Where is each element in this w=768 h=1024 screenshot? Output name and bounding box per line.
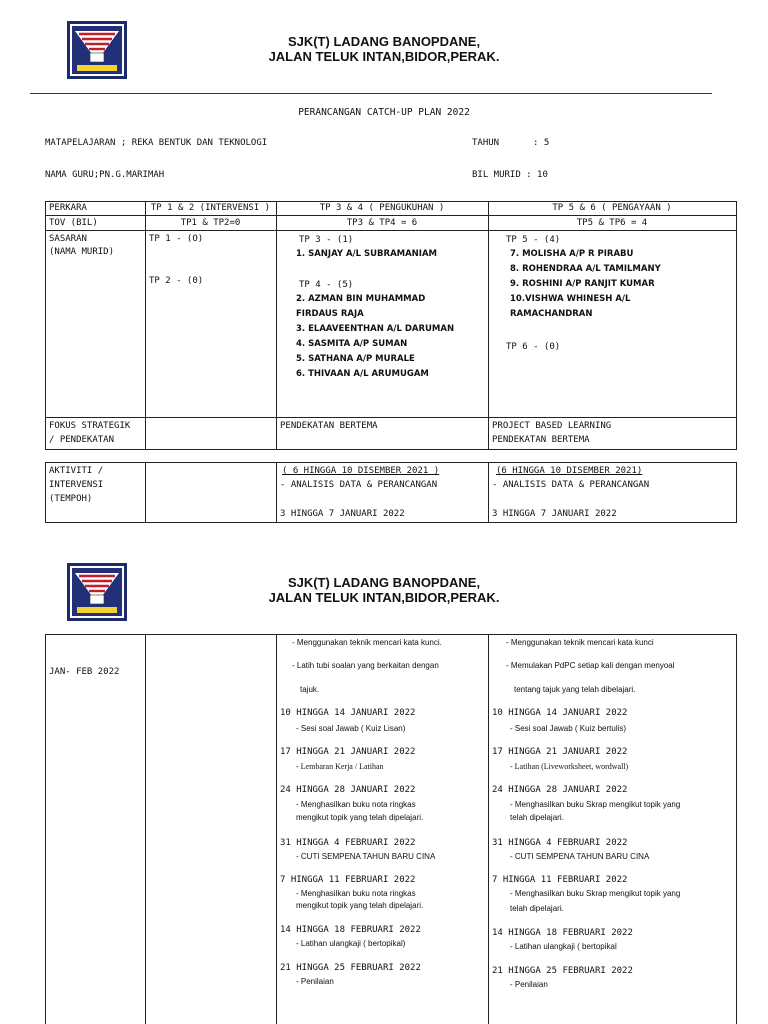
student-name: 3. ELAAVEENTHAN A/L DARUMAN [296,324,455,334]
subject-label: MATAPELAJARAN ; REKA BENTUK DAN TEKNOLOGI [45,138,268,148]
student-count: BIL MURID : 10 [472,170,548,180]
year-label: TAHUN [472,138,500,148]
student-name: 10.VISHWA WHINESH A/L [510,294,631,304]
tp5-student-list [510,247,661,322]
fokus-tp56-2: PENDEKATAN BERTEMA [492,435,590,445]
school-name-line1: SJK(T) LADANG BANOPDANE, [287,34,481,49]
student-name: FIRDAUS RAJA [296,309,364,319]
tp56-week2-item: - Latihan (Liveworksheet, wordwall) [510,762,629,771]
tp4-student-list [296,292,454,382]
school-name-page2 [0,575,768,605]
tp3-student-list [296,247,437,262]
student-name: 5. SATHANA A/P MURALE [296,354,415,364]
tp34-intro-1: - Menggunakan teknik mencari kata kunci. [292,638,442,647]
tp56-week3-date: 24 HINGGA 28 JANUARI 2022 [492,785,628,795]
tp56-intro-2: - Memulakan PdPC setiap kali dengan menyoal [506,661,675,670]
aktiviti-tp56-jan: 3 HINGGA 7 JANUARI 2022 [492,509,617,519]
student-name: 6. THIVAAN A/L ARUMUGAM [296,369,429,379]
teacher-label: NAMA GURU;PN.G.MARIMAH [45,170,165,180]
sasaran-label-2: (NAMA MURID) [49,247,115,257]
year-value: : 5 [533,138,550,148]
header-tp56: TP 5 & 6 ( PENGAYAAN ) [552,203,672,213]
tp56-week1-date: 10 HINGGA 14 JANUARI 2022 [492,708,628,718]
student-name: 9. ROSHINI A/P RANJIT KUMAR [510,279,655,289]
student-name: 4. SASMITA A/P SUMAN [296,339,408,349]
tp34-week3-date: 24 HINGGA 28 JANUARI 2022 [280,785,416,795]
tp34-week1-date: 10 HINGGA 14 JANUARI 2022 [280,708,416,718]
student-name: 2. AZMAN BIN MUHAMMAD [296,294,426,304]
tp34-week3-item2: mengikut topik yang telah dipelajari. [296,813,424,822]
header-perkara: PERKARA [49,203,87,213]
tp5-count: TP 5 - (4) [506,235,561,245]
tp34-intro-3: tajuk. [300,685,320,694]
student-name: 8. ROHENDRAA A/L TAMILMANY [510,264,661,274]
tp3-count: TP 3 - (1) [299,235,354,245]
school-name-line2: JALAN TELUK INTAN,BIDOR,PERAK. [268,49,500,64]
plan-title: PERANCANGAN CATCH-UP PLAN 2022 [298,107,470,118]
aktiviti-label-2: INTERVENSI [49,480,104,490]
tp56-week4-date: 31 HINGGA 4 FEBRUARI 2022 [492,838,628,848]
aktiviti-label-3: (TEMPOH) [49,494,93,504]
fokus-tp34: PENDEKATAN BERTEMA [280,421,378,431]
tp34-week5-item1: - Menghasilkan buku nota ringkas [296,889,416,898]
tp56-week6-date: 14 HINGGA 18 FEBRUARI 2022 [492,928,633,938]
header-tp12: TP 1 & 2 (INTERVENSI ) [150,203,271,213]
tp34-week3-item1: - Menghasilkan buku nota ringkas [296,800,416,809]
student-name: 7. MOLISHA A/P R PIRABU [510,249,634,259]
sasaran-label-1: SASARAN [49,234,87,244]
tp1-count: TP 1 - (O) [149,234,204,244]
tp56-intro-1: - Menggunakan teknik mencari kata kunci [506,638,654,647]
tp34-intro-2: - Latih tubi soalan yang berkaitan dengan [292,661,439,670]
student-name: RAMACHANDRAN [510,309,593,319]
tp34-week2-date: 17 HINGGA 21 JANUARI 2022 [280,747,416,757]
tov-tp12: TP1 & TP2=0 [180,218,241,228]
tp34-week6-date: 14 HINGGA 18 FEBRUARI 2022 [280,925,421,935]
tp56-week2-date: 17 HINGGA 21 JANUARI 2022 [492,747,628,757]
fokus-label-1: FOKUS STRATEGIK [49,421,131,431]
tp34-week1-item: - Sesi soal Jawab ( Kuiz Lisan) [296,724,406,733]
tp56-week5-item1: - Menghasilkan buku Skrap mengikut topik yang [510,889,681,898]
aktiviti-tp34-jan: 3 HINGGA 7 JANUARI 2022 [280,509,405,519]
fokus-tp56-1: PROJECT BASED LEARNING [492,421,612,431]
tp34-week7-date: 21 HINGGA 25 FEBRUARI 2022 [280,963,421,973]
header-tp34: TP 3 & 4 ( PENGUKUHAN ) [319,203,445,213]
tp56-week7-date: 21 HINGGA 25 FEBRUARI 2022 [492,966,633,976]
aktiviti-tp34-analisis: - ANALISIS DATA & PERANCANGAN [280,480,438,490]
tp56-week3-item2: telah dipelajari. [510,813,564,822]
aktiviti-tp34-dates: ( 6 HINGGA 10 DISEMBER 2021 ) [282,466,440,476]
tp34-week4-item: - CUTI SEMPENA TAHUN BARU CINA [296,852,436,861]
school-name [0,34,768,64]
tp34-week6-item: - Latihan ulangkaji ( bertopikal) [296,939,406,948]
aktiviti-tp56-analisis: - ANALISIS DATA & PERANCANGAN [492,480,650,490]
student-name: 1. SANJAY A/L SUBRAMANIAM [296,249,437,259]
tp34-week5-item2: mengikut topik yang telah dipelajari. [296,901,424,910]
tp34-week4-date: 31 HINGGA 4 FEBRUARI 2022 [280,838,416,848]
tp34-week5-date: 7 HINGGA 11 FEBRUARI 2022 [280,875,416,885]
school-name-line1: SJK(T) LADANG BANOPDANE, [287,575,481,590]
tov-tp56: TP5 & TP6 = 4 [576,218,648,228]
school-name-line2: JALAN TELUK INTAN,BIDOR,PERAK. [268,590,500,605]
tp56-week1-item: - Sesi soal Jawab ( Kuiz bertulis) [510,724,627,733]
period-label: JAN- FEB 2022 [49,667,120,677]
tp56-week4-item: - CUTI SEMPENA TAHUN BARU CINA [510,852,650,861]
fokus-label-2: / PENDEKATAN [49,435,115,445]
tp34-week2-item: - Lembaran Kerja / Latihan [296,762,384,771]
tp56-intro-3: tentang tajuk yang telah dibelajari. [514,685,636,694]
tp4-count: TP 4 - (5) [299,280,354,290]
tp56-week5-item2: telah dipelajari. [510,904,564,913]
tov-label: TOV (BIL) [49,218,98,228]
header-divider [30,93,712,94]
aktiviti-label-1: AKTIVITI / [49,466,104,476]
tp2-count: TP 2 - (0) [149,276,204,286]
tp56-week5-date: 7 HINGGA 11 FEBRUARI 2022 [492,875,628,885]
tp56-week3-item1: - Menghasilkan buku Skrap mengikut topik yang [510,800,681,809]
tp56-week6-item: - Latihan ulangkaji ( bertopikal [510,942,617,951]
aktiviti-tp56-dates: (6 HINGGA 10 DISEMBER 2021) [496,466,643,476]
tp6-count: TP 6 - (0) [506,342,561,352]
tp56-week7-item: - Penilaian [510,980,548,989]
tp34-week7-item: - Penilaian [296,977,334,986]
tov-tp34: TP3 & TP4 = 6 [346,218,418,228]
